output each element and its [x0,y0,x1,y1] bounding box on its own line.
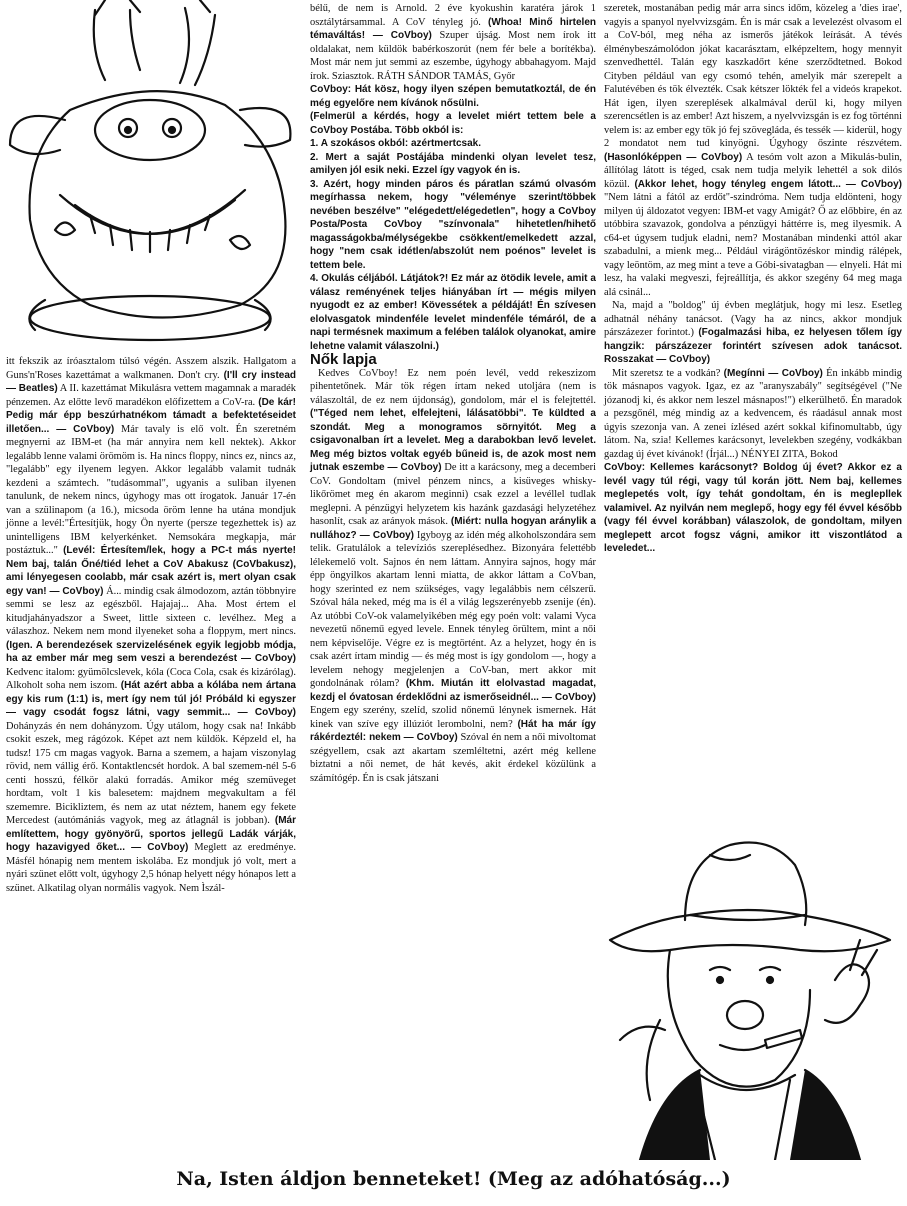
covboy-remark: CoVboy: Hát kösz, hogy ilyen szépen bemutatkoztál, de én még egyelőre nem kívánok nősülni. [310,84,596,109]
letter-text: A II. kazettámat Mikulásra vettem magamnak a maradék pénzemen. Az előtte levő maradékon előfizettem a CoV-ra. [6,383,296,408]
covboy-reply [310,83,596,110]
letter-text: Szóval én nem a női mivoltomat szégyellem, csak azt akartam szemléltetni, azért még kellene biztatni a női nemet, de hát kevés, akit érdekel közülünk a számítógép. Én is csak játszani [310,732,596,784]
letter-text: bélű, de nem is Arnold. 2 éve kyokushin karatéra járok 1 osztálytársammal. A CoV tényleg jó. [310,3,596,28]
letter-text: Dohányzás én nem dohányzom. Úgy utálom, hogy csak na! Inkább csokit eszek, meg rágózok. Képet azt nem küldök. Képzeld el, ha tudsz! 175 cm magas vagyok. Barna a szemem, a hajam viszonylag rövid, nem vállig érő. Kontaktlencsét hordok. A bal szemem-nél 5-6 centi hosszú, félkör alakú forradás. Amikor még szemüveget hordtam, volt 1 kis balesetem: majdnem megvakultam a fél szememre. Bicikliztem, és nem az utat néztem, hanem egy fekete Mercedest (autómániás vagyok, meg az átlagnál is jobban). [6,720,296,826]
cow-illustration [0,0,300,350]
letter-text: Én inkább mindig tök másnapos vagyok. Igaz, ez az "aranyszabály" segítségével ("Ne józanodj ki, és akkor nem leszel másnapos!") elkerülhető. Én maradok a pezsgőnél, még mindig az a kedvencem, és ráadásul annak most úgyis szezonja van. A zenei ízlésed azért sokkal kifinomultabb, úgy látom. Na, szia! Kellemes karácsonyt, levelekben szegény, vodkákban gazdag új évet kívánok! (Írjál...) NÉNYEI ZITA, Bokod [604,367,902,460]
reason-list [310,137,596,353]
letter-text: Igyboyg az idén még alkoholszondára sem telik. Gratulálok a televíziós szereplésedhez. Bizonyára felettébb lélekemelő volt. Sajnos én nem láttam. Annyira sajnos, hogy már épp öngyilkos akartam lenni miatta, de akkor láttam a CoVban, hogy szerinted ez nem szükséges, vagy legalábbis nem célszerű. Szóval hála neked, még ma is él a világ legszerényebb zsenije (én). Az utóbbi CoV-ok valamelyikében még egy poén volt: valami Vyca nevezetű nőnemű egyed levele. Ennek tényleg örültem, mint a női nem képviselője. Végre ez is megtörtént. Az a helyzet, hogy én is csak azért írtam mindig — és még most is így gondolom —, hogy a levelem nehogy megjelenjen a CoV-ban, mert akkor mit gondolnának rólam? [310,529,596,689]
column-right [604,2,902,556]
footer-closing-line: Na, Isten áldjon benneteket! (Meg az adóhatóság...) [176,1168,731,1190]
covboy-explanation [310,110,596,137]
letter-text: Á... mindig csak álmodozom, aztán többnyire semmi se lesz az egészből. Hajajaj... Aha. Most értem el kitudjahányadszor a Sweet, little sixteen c. levélhez. Meg a válaszhoz. Nekem nem mond ilyeneket soha a floppym, mert nincs. [6,585,296,637]
letter-text: Szuper újság. Most nem írok itt oldalakat, nem küldök babérkoszorút (nem fér bele a borítékba). Most már nem jut semmi az eszembe, úgyhogy abbahagyom. Majd írok. Sziasztok. RÁTH SÁNDOR TAMÁS, Győr [310,30,597,82]
column-left [6,355,296,895]
section-heading: Nők lapja [310,351,377,368]
letter-text: szeretek, mostanában pedig már arra sincs időm, közeleg a 'dies irae', vagyis a spanyol nyelvvizsgám. Én is már csak a levelezést olvasom el a CoV-ból, meg néha az ismerős játékok leírását. A tévés élménybeszámolódon jókat kacarásztam, elképzeltem, hogy mennyit szenvedhettél. Talán egy kaszkadőrt kéne szerződtetned. Bokod Cityben például van egy csomó tehén, amelyik már szerepelt a Falutévében és tök élvezték. Csak kétszer lökték fel a videós krapekot. Hát igen, ilyen szereplések alkalmával derül ki, hogy milyen szerencsétlen is az ember! Azt hiszem, a nyelvvizsgán is ez fog történni velem is: az ember egy tök jó fej szövegláda, és tessék — kiderül, hogy 2 mondatot nem tud kinyögni. Úgyhogy őszinte részvétem. [604,3,902,149]
covboy-final-reply [604,461,902,556]
letter-text: Mit szeretsz te a vodkán? [612,367,724,379]
covboy-remark: (Már említettem, hogy gyönyörű, sportos jellegű Ladák várják, hogy hazavigyed őket... — CoVboy) [6,815,296,853]
letter-2-vodka [604,367,902,462]
reason-item: 1. A szokásos okból: azértmertcsak. [310,138,481,149]
covboy-remark: (Whoa! Minő hirtelen témaváltás! — CoVboy) [310,16,596,41]
covboy-remark: (Hasonlóképpen — CoVboy) [604,151,743,163]
letter-text: itt fekszik az íróasztalom túlsó végén. Asszem alszik. Hallgatom a Guns'n'Roses kazettámat a walkmanen. Don't cry. [6,356,296,381]
letter-2-continued [604,2,902,299]
letter-text: Kedves CoVboy! Ez nem poén levél, vedd rekeszizom pihentetőnek. Már tök régen írtam neked utoljára (nem is válaszoltál, de ez nem újdonság), gondolom, már el is felejtettél. [310,367,596,406]
covboy-remark: (Hát azért abba a kólába nem ártana egy kis rum (1:1) is, mert így nem túl jó! Próbáld ki egyszer — vagy csodát fogsz látni, vagy semmit... — CoVboy) [6,680,296,718]
letter-text: Engem egy szerény, szelíd, szolid nőnemű lénynek ismernek. Hát kinek van szíve egy illúziót lerombolni, nem? [310,705,596,730]
covboy-remark: (Levél: Értesítem/lek, hogy a PC-t más nyerte! Nem baj, talán Őné/tiéd lehet a CoV Abakusz (CoVbakusz), ami lényegesen coolabb, már csak azért is, mert olyan csak egy van! — CoVboy) [6,545,296,597]
covboy-remark: CoVboy: Kellemes karácsonyt? Boldog új évet? Akkor ez a levél vagy túl régi, vagy túl korán jött. Nem baj, kellemes meglepetés volt, így tehát gondoltam, én is meglepllek valamivel. Az nyilván nem meglepő, hogy egy fél évvel később (vagy fél évvel korábban) válaszolok, de gondoltam, milyen meglepett arcot fogsz vágni, amikor itt viszontlátod a leveledet... [604,462,902,554]
covboy-remark: (Khm. Miután itt elolvastad magadat, kezdj el óvatosan érdeklődni az ismerőseidnél... — CoVboy) [310,678,596,703]
letter-text: A tesóm volt azon a Mikulás-bulin, állítólag látott is téged, csak nem tudja melyik lehettél a sok dilós közül. [604,151,902,190]
covboy-remark: (Felmerül a kérdés, hogy a levelet miért tettem bele a CoVboy Postába. Több okból is: [310,111,596,136]
letter-text: Na, majd a "boldog" új évben meglátjuk, hogy mi lesz. Esetleg adhatnál néhány tanácsot. (Vagy ha az nincs, akkor mondjuk párszázezer forintot.) [604,300,902,338]
covboy-remark: (Miért: nulla hogyan aránylik a nullához? — CoVboy) [310,516,596,541]
reason-item: 4. Okulás céljából. Látjátok?! Ez már az ötödik levele, amit a válasz reményének teljes hiányában írt — mégis milyen nyugodt ez az ember! Kövessétek a példáját! Én szívesen elolvasgatok mindenféle levelet mindenféle témáról, de a napi termésnek maximum a felében találok olyanokat, amire lehetne valamit válaszolni.) [310,273,596,352]
letter-text: Kedvenc italom: gyümölcslevek, kóla (Coca Cola, csak és kizárólag). Alkoholt soha nem iszom. [6,666,296,691]
column-middle [310,2,596,785]
covboy-remark: (Hát ha már így rákérdeztél: nekem — CoVboy) [310,718,596,743]
letter-1-continued [6,355,296,895]
letter-2-advice [604,299,902,367]
letter-text: De itt a karácsony, meg a decemberi CoV. Gondoltam (mivel pénzem nincs, a kisüveges whisky-likőrömet meg én akarom meginni) csak ezzel a levéllel tudlak meglepni. A pénzügyi helyzetem kis hazánk gazdasági helyzetéhez hasonlít, csak az arányok mások. [310,462,597,527]
letter-text: Meglett az eredménye. Másfél hónapig nem mentem iskolába. Ez mondjuk jó volt, mert a nyári szünet előtt volt, úgyhogy 2,5 hónap helyett négy hónapos lett a szünet. Alkatilag olyan normális vagyok. Nem Ìszál- [6,842,296,894]
letter-text: Már tavaly is elő volt. Én szeretném megnyerni az IBM-et (ha már annyira nem kell nektek). Akkor legalább lenne valami örömöm is. Ha nincs floppy, nincs ez, nincs az, "legalább" egy ilyenem legyen. Akkor legalább valamit tudnák kezdeni a számtech. "tudásommal", ugyanis a suliban ilyenen tanulunk, de nekem nincs, úgyhogy mas ott írogatok. Január 17-én van a szülinapom (a 16.), micsoda öröm lenne ha utána mondjuk jönne a levél:"Értesítjük, hogy Ön nyerte (persze tegezhettek is) az unintelligens IBM kelyerkénket. Nemsokára megkapja, már postáztuk..." [6,423,296,556]
letter-text: "Nem látni a fától az erdőt"-szindróma. Nem tudja eldönteni, hogy milyen új áldozatot vegyen: IBM-et vagy Amigát? Ő az előbbire, én az utóbbira szavazok, gondolva a pénzügyi háttérre is, meg ilyesmik. A c64-et úgysem tudjuk eladni, nem? Mostanában mindenki attól akar szabadulni, a mienk meg... Például virágöntözéskor mindig rálépek, vagy leöntöm, az meg mint a teve a Góbi-sivatagban — elnyeli. Hát mi lesz, ha valaki megveszi, fejreállítja, és akkor szegény 64 meg maga alá csinál... [604,192,902,298]
covboy-remark: ("Téged nem lehet, elfelejteni, lálásatöbbi". Te küldted a szondát. Meg a monogramos sörnyitót. Meg a csigavonalban írt a levelet. Meg a darabokban levő levelet. Meg még biztos voltak egyéb bűneid is, de azok most nem jutnak eszembe — CoVboy) [310,408,596,473]
letter-2-start [310,367,596,786]
covboy-remark: (Igen. A berendezések szervizelésének egyik legjobb módja, ha az ember már meg sem veszi a berendezést — CoVboy) [6,639,296,664]
covboy-remark: (Fogalmazási hiba, ez helyesen tőlem így hangzik: párszázezer forintért szívesen adok tanácsot. Rosszakat — CoVboy) [604,327,902,365]
covboy-remark: (De kár! Pedig már épp beszúrhatnékom támadt a befektetéseidet illetően... — CoVboy) [6,396,296,435]
covboy-remark: (I'll cry instead — Beatles) [6,369,297,394]
cowboy-illustration [600,830,905,1160]
letter-1-end [310,2,596,83]
covboy-remark: (Akkor lehet, hogy tényleg engem látott... — CoVboy) [634,178,902,190]
reason-item: 3. Azért, hogy minden páros és páratlan számú olvasóm megírhassa nekem, hogy "véleménye szerint/többek nevében beszélve" "elégedett/elégedetlen", hogy a CoVboy Posta/Posta CoVboy "színvonala" hihetetlen/hihető magasságokba/mélységekbe csökkent/emelkedett azzal, hogy "nem csak idétlen/abszolút nem poénos" levelet is tettem bele. [310,178,596,271]
reason-item: 2. Mert a saját Postájába mindenki olyan levelet tesz, amilyen jól esik neki. Ezzel így vagyok én is. [310,151,596,176]
covboy-remark: (Megínni — CoVboy) [723,367,823,379]
